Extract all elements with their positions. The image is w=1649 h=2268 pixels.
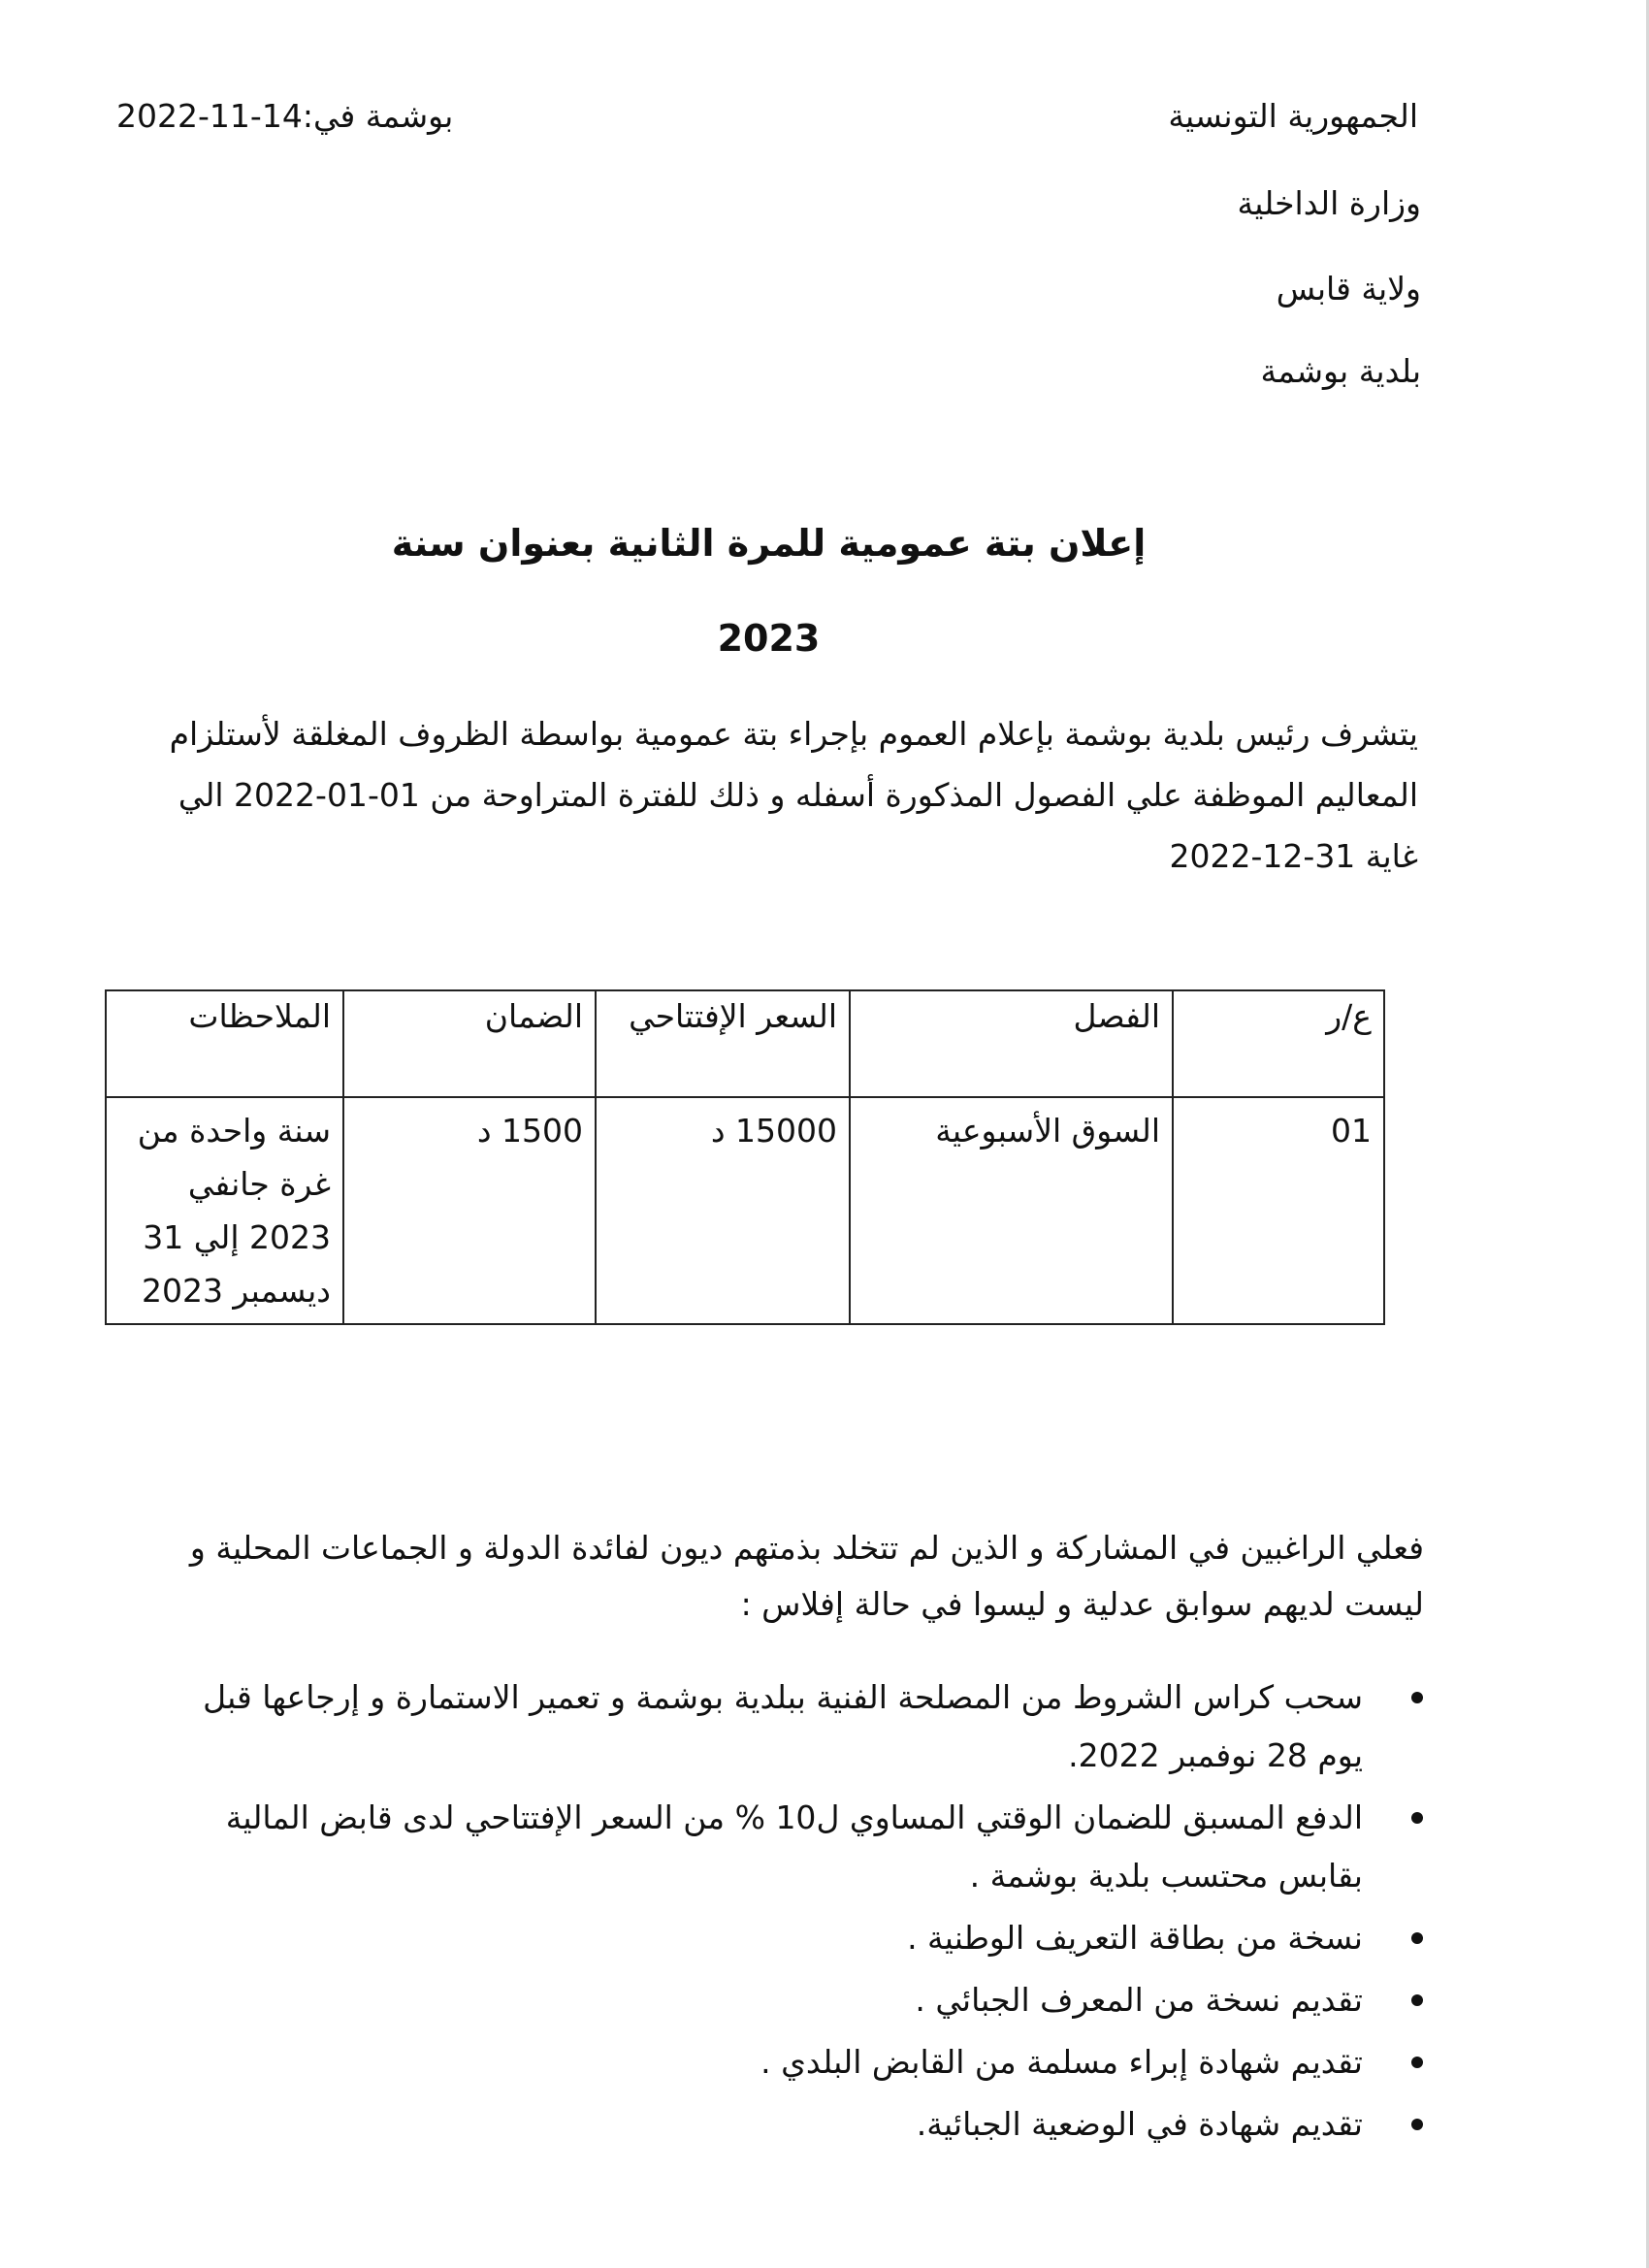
document-date: بوشمة في:14-11-2022	[116, 97, 454, 135]
cell-chapter: السوق الأسبوعية	[850, 1097, 1173, 1324]
conditions-line: ليست لديهم سوابق عدلية و ليسوا في حالة إفلاس :	[740, 1585, 1424, 1623]
list-item: نسخة من بطاقة التعريف الوطنية .	[199, 1909, 1363, 1967]
bullet-icon	[1411, 2057, 1423, 2068]
list-item: تقديم نسخة من المعرف الجبائي .	[199, 1971, 1363, 2029]
header-ministry: وزارة الداخلية	[1237, 184, 1421, 222]
conditions-line: فعلي الراغبين في المشاركة و الذين لم تتخلد بذمتهم ديون لفائدة الدولة و الجماعات المحلية و	[189, 1529, 1424, 1567]
list-item: الدفع المسبق للضمان الوقتي المساوي ل10 % من السعر الإفتتاحي لدى قابض المالية بقابس محتسب بلدية بوشمة .	[199, 1789, 1363, 1905]
intro-paragraph	[60, 703, 1418, 887]
conditions-paragraph	[66, 1520, 1424, 1633]
bullet-icon	[1411, 1932, 1423, 1944]
col-header-notes: الملاحظات	[106, 990, 343, 1097]
list-item: تقديم شهادة في الوضعية الجبائية.	[199, 2095, 1363, 2154]
notes-line: غرة جانفي	[187, 1165, 331, 1203]
bullet-icon	[1411, 1812, 1423, 1824]
cell-number: 01	[1173, 1097, 1384, 1324]
intro-line: غاية 31-12-2022	[1169, 837, 1418, 875]
table-row	[106, 1097, 1384, 1324]
notes-line: 2023 إلي 31	[143, 1218, 331, 1256]
tender-table	[105, 989, 1385, 1325]
header-republic: الجمهورية التونسية	[1168, 97, 1418, 135]
page-title-year: 2023	[717, 617, 821, 660]
bullet-icon	[1411, 1692, 1423, 1703]
cell-guarantee: 1500 د	[343, 1097, 596, 1324]
col-header-chapter: الفصل	[850, 990, 1173, 1097]
notes-line: سنة واحدة من	[137, 1112, 331, 1150]
bullet-icon	[1411, 1994, 1423, 2006]
col-header-opening-price: السعر الإفتتاحي	[596, 990, 850, 1097]
cell-opening-price: 15000 د	[596, 1097, 850, 1324]
list-item: سحب كراس الشروط من المصلحة الفنية ببلدية بوشمة و تعمير الاستمارة و إرجاعها قبل يوم 28 نوفمبر 2022.	[199, 1669, 1363, 1785]
page-title: إعلان بتة عمومية للمرة الثانية بعنوان سنة	[391, 522, 1147, 565]
col-header-number: ع/ر	[1173, 990, 1384, 1097]
cell-notes	[106, 1097, 343, 1324]
header-municipality: بلدية بوشمة	[1260, 352, 1421, 390]
header-governorate: ولاية قابس	[1276, 270, 1421, 308]
intro-line: يتشرف رئيس بلدية بوشمة بإعلام العموم بإجراء بتة عمومية بواسطة الظروف المغلقة لأستلزام	[169, 715, 1418, 753]
bullet-icon	[1411, 2119, 1423, 2130]
notes-line: ديسمبر 2023	[141, 1272, 331, 1310]
list-item: تقديم شهادة إبراء مسلمة من القابض البلدي .	[199, 2033, 1363, 2091]
table-header-row	[106, 990, 1384, 1097]
requirements-list	[199, 1669, 1363, 2157]
intro-line: المعاليم الموظفة علي الفصول المذكورة أسفله و ذلك للفترة المتراوحة من 01-01-2022 الي	[178, 776, 1418, 814]
col-header-guarantee: الضمان	[343, 990, 596, 1097]
